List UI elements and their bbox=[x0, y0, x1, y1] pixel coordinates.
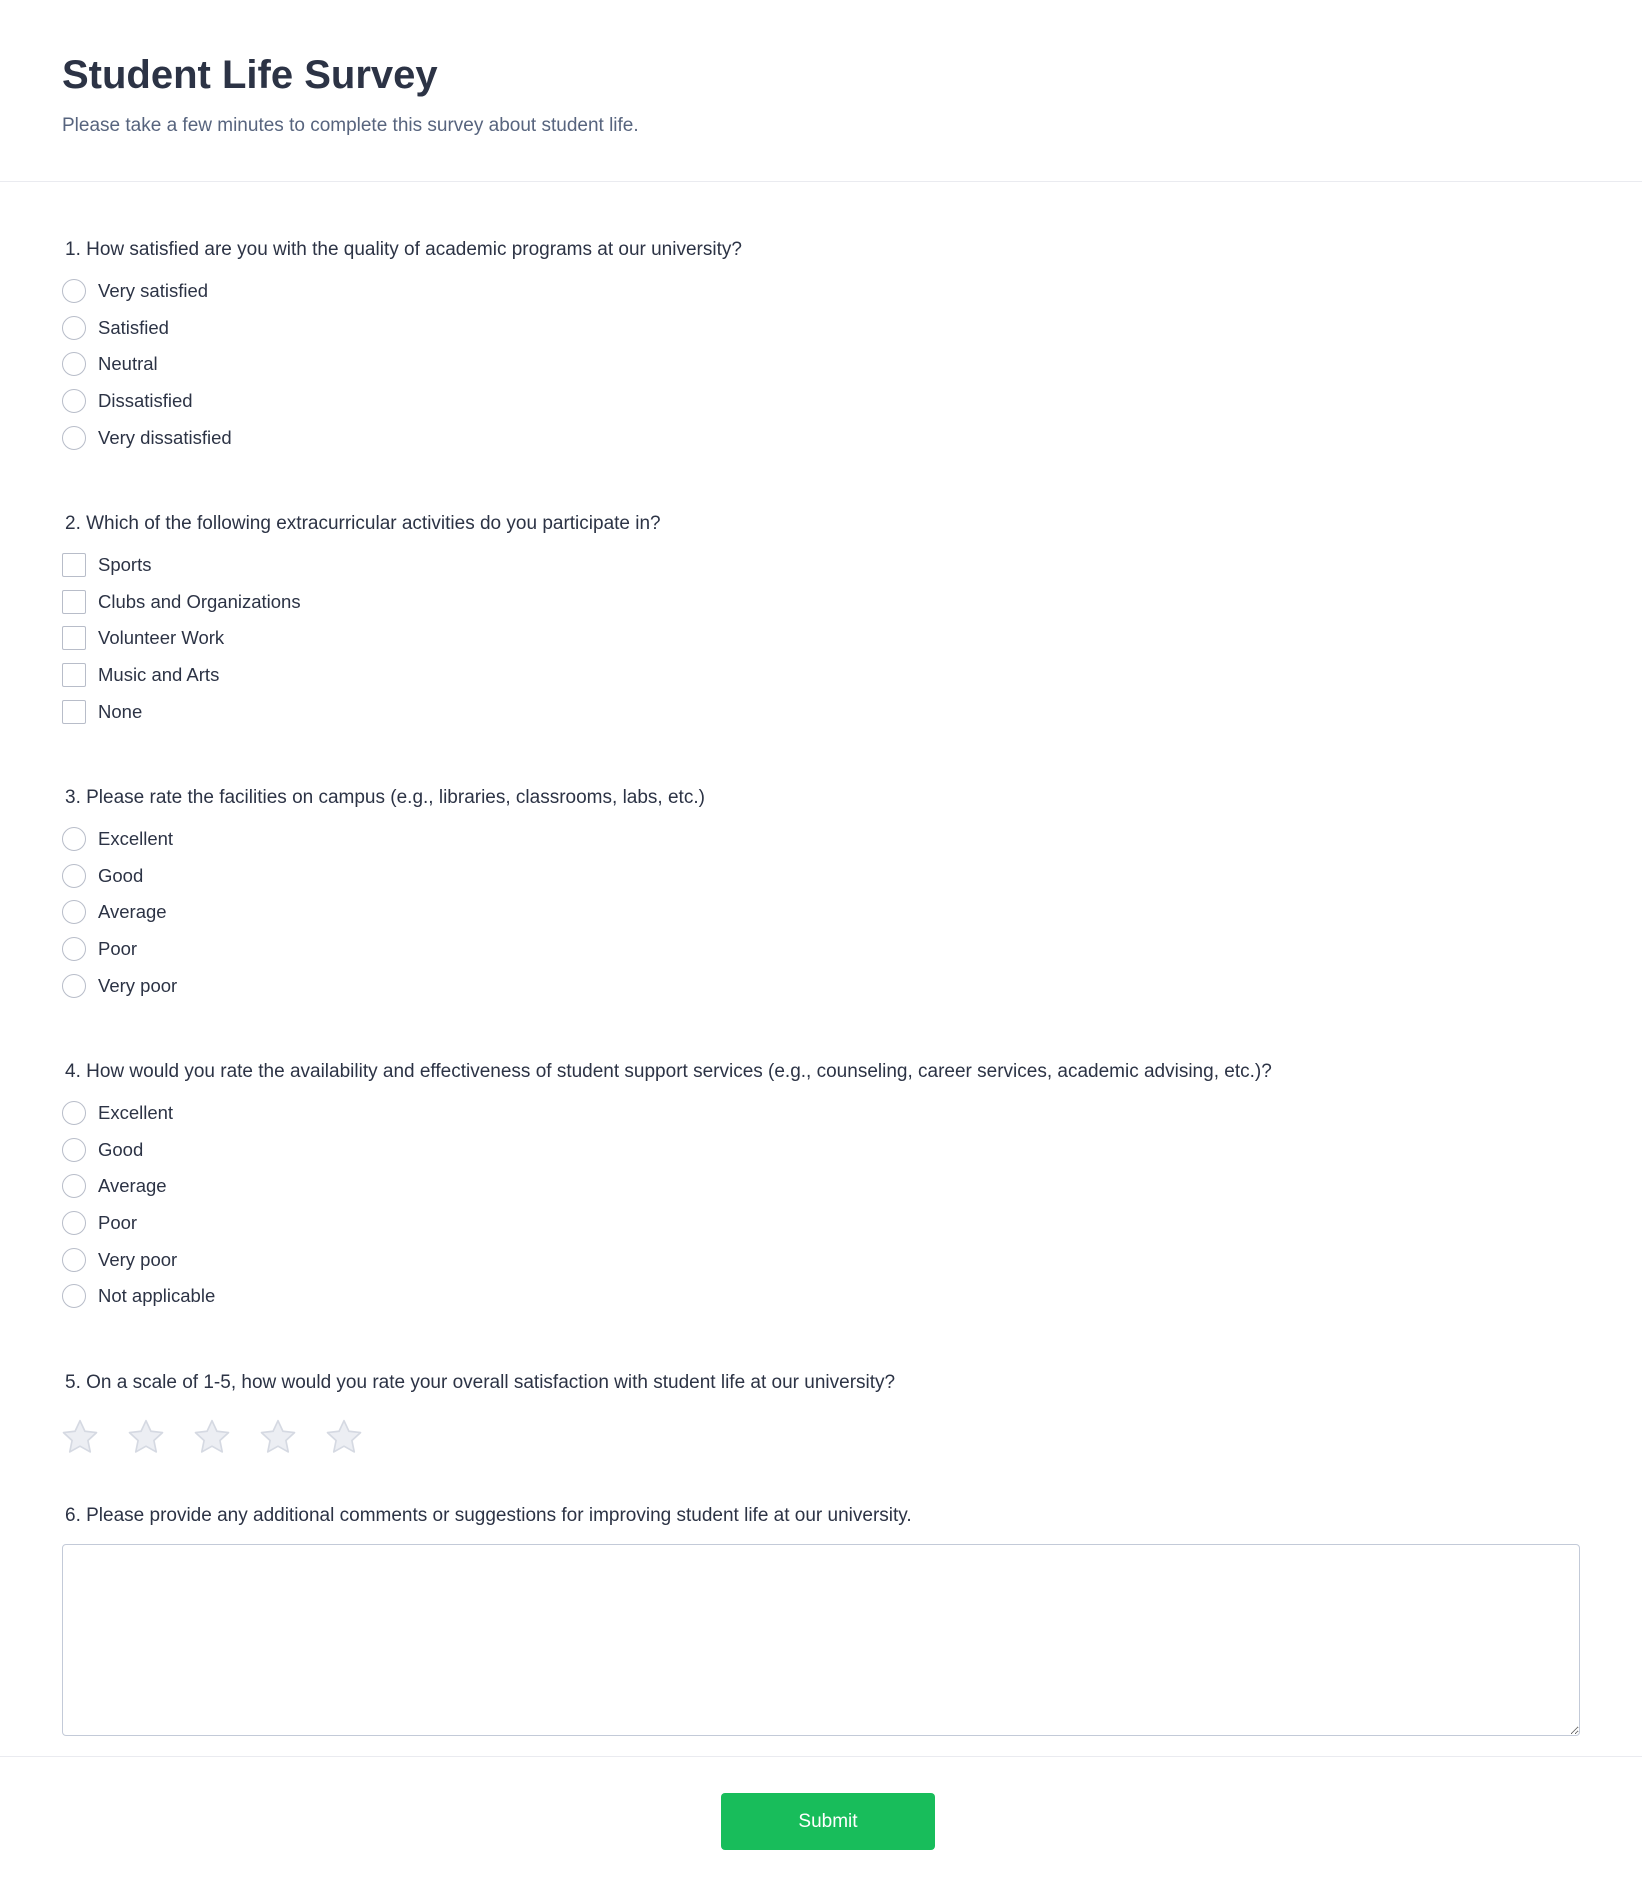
checkbox-option[interactable] bbox=[62, 553, 1580, 577]
radio-button[interactable] bbox=[62, 1174, 86, 1198]
radio-button[interactable] bbox=[62, 937, 86, 961]
option-label: Excellent bbox=[98, 1102, 174, 1123]
star-rating bbox=[60, 1417, 1580, 1457]
radio-option[interactable] bbox=[62, 352, 1580, 376]
radio-option[interactable] bbox=[62, 974, 1580, 998]
checkbox-option[interactable] bbox=[62, 626, 1580, 650]
option-label: Not applicable bbox=[98, 1285, 216, 1307]
radio-option[interactable] bbox=[62, 864, 1580, 888]
radio-button[interactable] bbox=[62, 389, 86, 413]
option-label: Good bbox=[98, 1138, 144, 1160]
option-label: None bbox=[98, 700, 143, 722]
option-label: Volunteer Work bbox=[98, 627, 225, 649]
radio-option[interactable] bbox=[62, 426, 1580, 450]
star-icon[interactable] bbox=[192, 1417, 232, 1457]
question-label: 4. How would you rate the availability and effectiveness of student support services (e.g., counseling, career services, academic advising, etc.)? bbox=[65, 1061, 1272, 1082]
option-label: Sports bbox=[98, 554, 152, 575]
question-label: 6. Please provide any additional comments or suggestions for improving student life at our university. bbox=[65, 1505, 912, 1526]
form-body bbox=[0, 182, 1642, 1757]
checkbox-option[interactable] bbox=[62, 700, 1580, 724]
option-label: Very satisfied bbox=[98, 280, 209, 301]
option-label: Very poor bbox=[98, 1248, 178, 1270]
radio-group bbox=[62, 827, 1580, 998]
checkbox[interactable] bbox=[62, 700, 86, 724]
radio-button[interactable] bbox=[62, 1248, 86, 1272]
radio-button[interactable] bbox=[62, 900, 86, 924]
form-subtitle: Please take a few minutes to complete this survey about student life. bbox=[62, 115, 639, 136]
radio-button[interactable] bbox=[62, 316, 86, 340]
radio-button[interactable] bbox=[62, 1211, 86, 1235]
option-label: Excellent bbox=[98, 828, 174, 849]
radio-option[interactable] bbox=[62, 1138, 1580, 1162]
checkbox[interactable] bbox=[62, 590, 86, 614]
radio-option[interactable] bbox=[62, 279, 1580, 303]
form-footer bbox=[0, 1757, 1642, 1897]
radio-option[interactable] bbox=[62, 389, 1580, 413]
radio-group bbox=[62, 1101, 1580, 1308]
radio-option[interactable] bbox=[62, 1211, 1580, 1235]
star-icon[interactable] bbox=[258, 1417, 298, 1457]
radio-button[interactable] bbox=[62, 864, 86, 888]
option-label: Music and Arts bbox=[98, 664, 220, 686]
radio-button[interactable] bbox=[62, 1138, 86, 1162]
radio-option[interactable] bbox=[62, 1174, 1580, 1198]
option-label: Average bbox=[98, 901, 167, 923]
option-label: Dissatisfied bbox=[98, 390, 193, 412]
question-1 bbox=[62, 238, 1580, 462]
question-3 bbox=[62, 786, 1580, 1010]
option-label: Very poor bbox=[98, 974, 178, 996]
option-label: Neutral bbox=[98, 353, 158, 375]
submit-button[interactable]: Submit bbox=[721, 1793, 935, 1850]
radio-button[interactable] bbox=[62, 352, 86, 376]
checkbox-group bbox=[62, 553, 1580, 724]
checkbox[interactable] bbox=[62, 663, 86, 687]
radio-option[interactable] bbox=[62, 900, 1580, 924]
radio-option[interactable] bbox=[62, 316, 1580, 340]
checkbox-option[interactable] bbox=[62, 663, 1580, 687]
form-header bbox=[0, 0, 1642, 182]
question-label: 1. How satisfied are you with the quality of academic programs at our university? bbox=[65, 239, 742, 260]
radio-button[interactable] bbox=[62, 279, 86, 303]
radio-option[interactable] bbox=[62, 937, 1580, 961]
question-label: 5. On a scale of 1-5, how would you rate your overall satisfaction with student life at our university? bbox=[65, 1372, 896, 1393]
option-label: Very dissatisfied bbox=[98, 426, 232, 448]
radio-button[interactable] bbox=[62, 1101, 86, 1125]
radio-option[interactable] bbox=[62, 1101, 1580, 1125]
radio-button[interactable] bbox=[62, 974, 86, 998]
radio-group bbox=[62, 279, 1580, 450]
checkbox-option[interactable] bbox=[62, 590, 1580, 614]
question-6 bbox=[62, 1504, 1580, 1736]
radio-button[interactable] bbox=[62, 1284, 86, 1308]
question-4 bbox=[62, 1060, 1580, 1321]
question-label: 2. Which of the following extracurricular activities do you participate in? bbox=[65, 513, 661, 534]
option-label: Poor bbox=[98, 1212, 138, 1234]
question-5 bbox=[62, 1371, 1580, 1457]
option-label: Average bbox=[98, 1175, 167, 1197]
star-icon[interactable] bbox=[324, 1417, 364, 1457]
option-label: Good bbox=[98, 864, 144, 886]
option-label: Clubs and Organizations bbox=[98, 590, 301, 612]
checkbox[interactable] bbox=[62, 626, 86, 650]
radio-option[interactable] bbox=[62, 1284, 1580, 1308]
option-label: Satisfied bbox=[98, 316, 169, 338]
comments-textarea[interactable] bbox=[62, 1544, 1580, 1736]
question-2 bbox=[62, 512, 1580, 736]
checkbox[interactable] bbox=[62, 553, 86, 577]
radio-button[interactable] bbox=[62, 426, 86, 450]
radio-button[interactable] bbox=[62, 827, 86, 851]
star-icon[interactable] bbox=[60, 1417, 100, 1457]
form-title: Student Life Survey bbox=[62, 53, 438, 97]
star-icon[interactable] bbox=[126, 1417, 166, 1457]
radio-option[interactable] bbox=[62, 827, 1580, 851]
question-label: 3. Please rate the facilities on campus (e.g., libraries, classrooms, labs, etc.) bbox=[65, 787, 705, 808]
option-label: Poor bbox=[98, 938, 138, 960]
radio-option[interactable] bbox=[62, 1248, 1580, 1272]
